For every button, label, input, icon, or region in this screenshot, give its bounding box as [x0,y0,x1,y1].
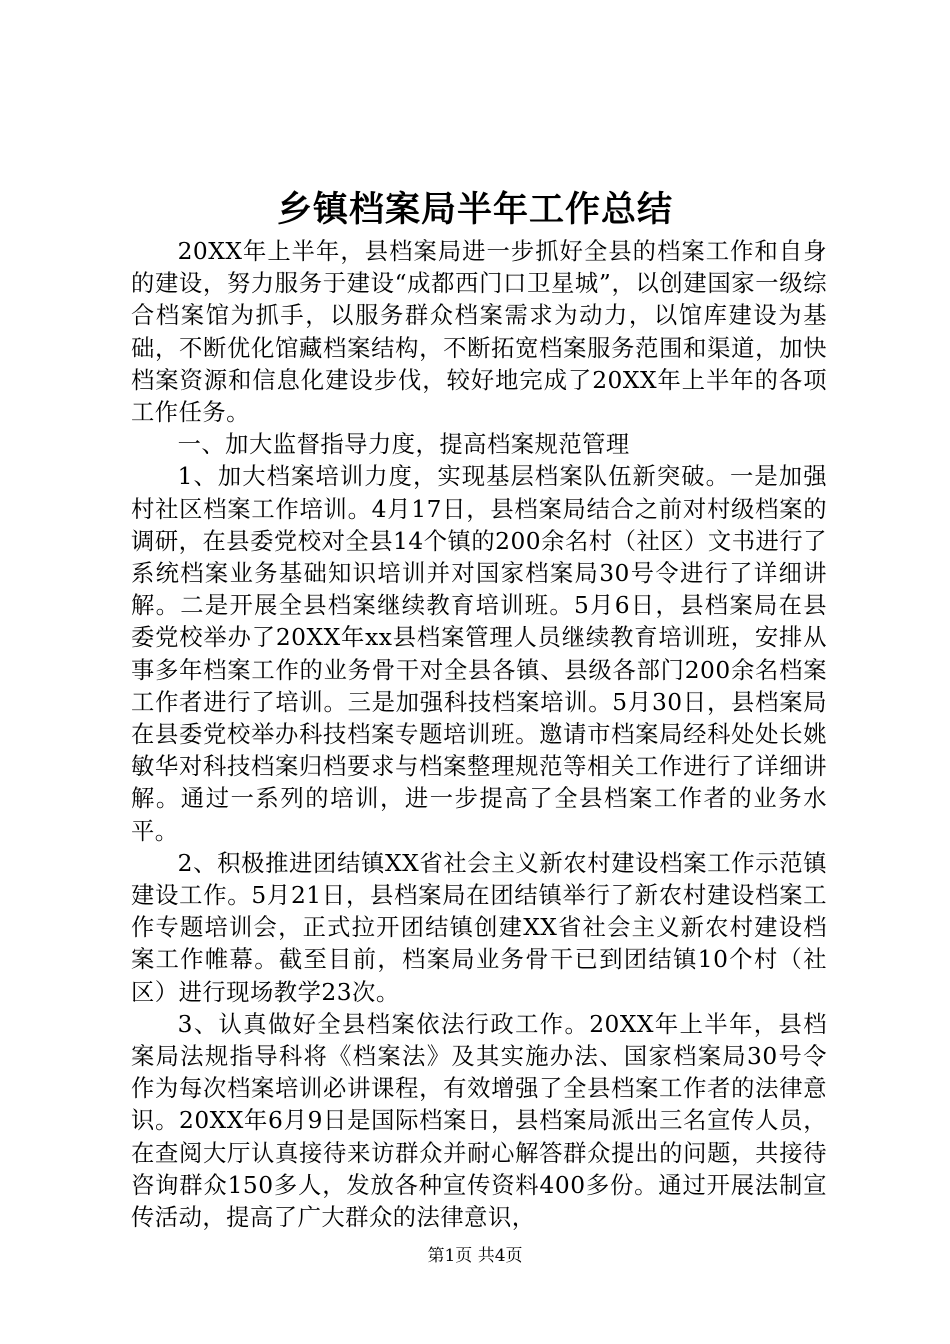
page-number-footer: 第1页 共4页 [427,1246,523,1266]
section-heading: 一、加大监督指导力度，提高档案规范管理 [177,431,630,459]
paragraph-item-3: 3、认真做好全县档案依法行政工作。20XX年上半年，县档案局法规指导科将《档案法》及其实施办法、国家档案局30号令作为每次档案培训必讲课程，有效增强了全县档案工作者的法律意识。20XX年6月9日是国际档案日，县档案局派出三名宣传人员，在查阅大厅认真接待来访群众并耐心解答群众提出的问题，共接待咨询群众150多人，发放各种宣传资料400多份。通过开展法制宣传活动，提高了广大群众的法律意识， [131,1010,827,1232]
document-title: 乡镇档案局半年工作总结 [276,189,673,230]
paragraph-item-2: 2、积极推进团结镇XX省社会主义新农村建设档案工作示范镇建设工作。5月21日，县档案局在团结镇举行了新农村建设档案工作专题培训会，正式拉开团结镇创建XX省社会主义新农村建设档案工作帷幕。截至目前，档案局业务骨干已到团结镇10个村（社区）进行现场教学23次。 [131,849,827,1006]
paragraph-item-1: 1、加大档案培训力度，实现基层档案队伍新突破。一是加强村社区档案工作培训。4月17日，县档案局结合之前对村级档案的调研，在县委党校对全县14个镇的200余名村（社区）文书进行了系统档案业务基础知识培训并对国家档案局30号令进行了详细讲解。二是开展全县档案继续教育培训班。5月6日，县档案局在县委党校举办了20XX年xx县档案管理人员继续教育培训班，安排从事多年档案工作的业务骨干对全县各镇、县级各部门200余名档案工作者进行了培训。三是加强科技档案培训。5月30日，县档案局在县委党校举办科技档案专题培训班。邀请市档案局经科处处长姚敏华对科技档案归档要求与档案整理规范等相关工作进行了详细讲解。通过一系列的培训，进一步提高了全县档案工作者的业务水平。 [131,463,827,845]
paragraph-intro: 20XX年上半年，县档案局进一步抓好全县的档案工作和自身的建设，努力服务于建设“成都西门口卫星城”，以创建国家一级综合档案馆为抓手，以服务群众档案需求为动力，以馆库建设为基础，不断优化馆藏档案结构，不断拓宽档案服务范围和渠道，加快档案资源和信息化建设步伐，较好地完成了20XX年上半年的各项工作任务。 [131,238,827,427]
document-body [131,236,827,1234]
